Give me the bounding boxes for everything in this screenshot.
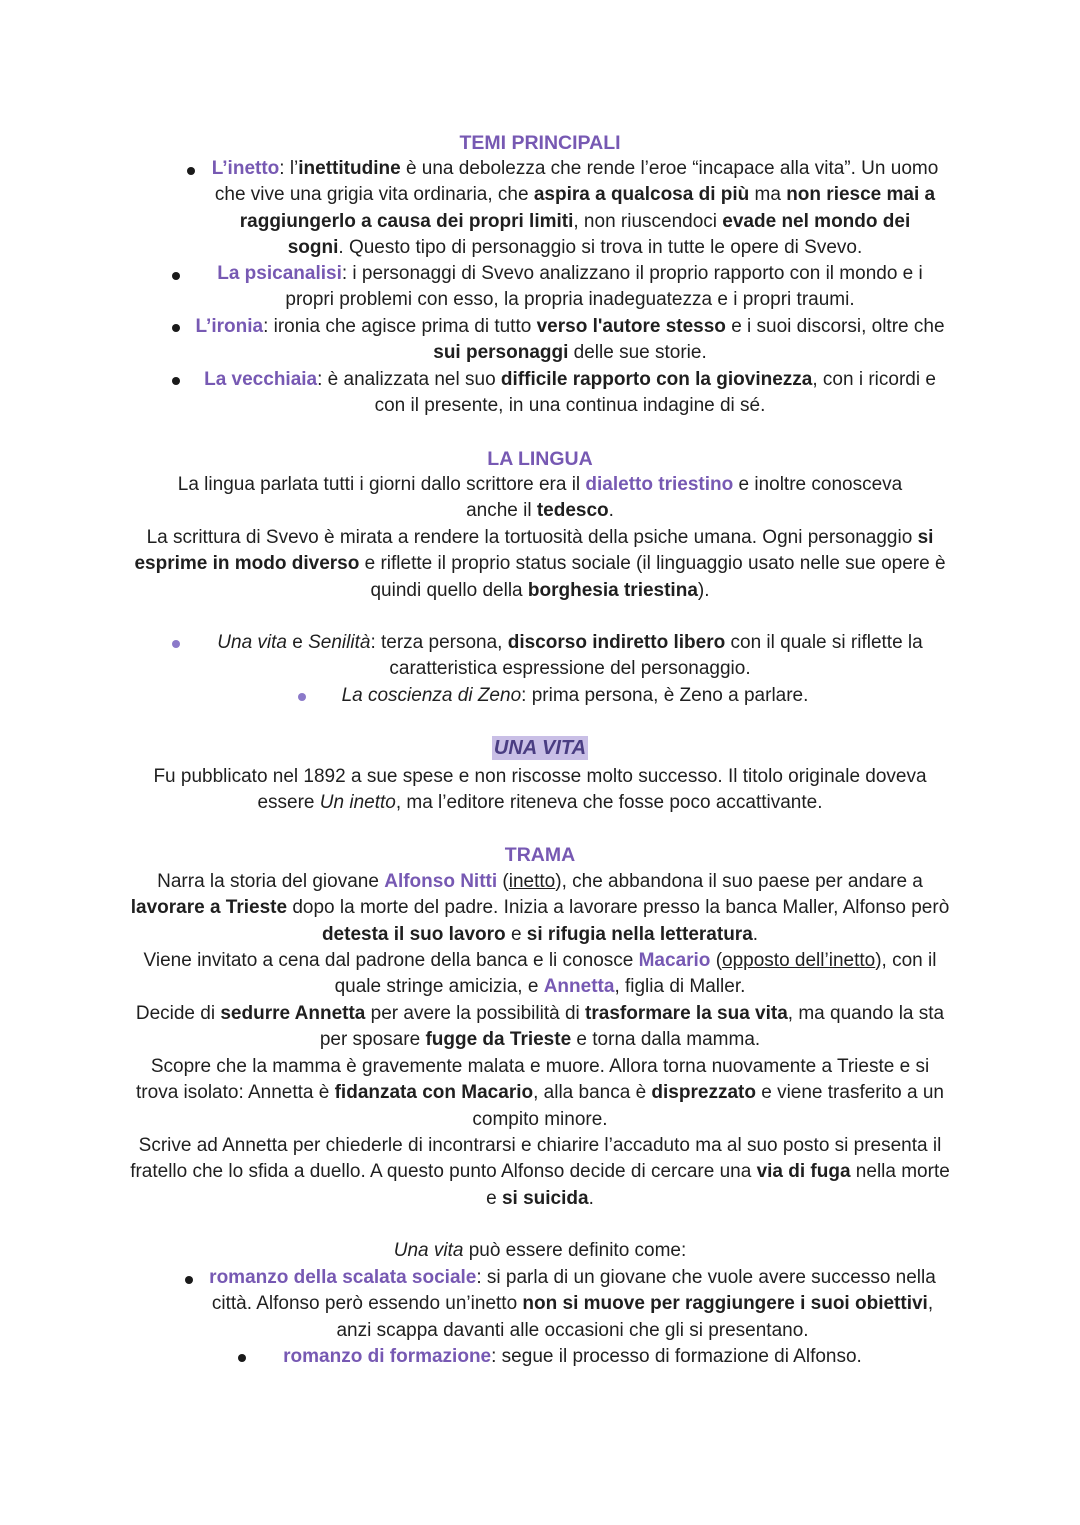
text: : si parla di un giovane che vuole avere successo nella città. Alfonso però essendo un’inetto [211, 1267, 936, 1315]
una-vita-paragraph [125, 764, 955, 817]
text: Narra la storia del giovane [157, 871, 385, 892]
bold-text: inettitudine [298, 158, 401, 179]
bold-text: non si muove per raggiungere i suoi obiettivi [522, 1293, 928, 1315]
bold-text: lavorare a Trieste [130, 897, 288, 919]
trama-paragraph-5 [125, 1133, 955, 1212]
text: nella morte e [486, 1161, 950, 1209]
lingua-paragraph-2 [130, 525, 950, 604]
bold-text: aspira a qualcosa di più [533, 184, 750, 206]
bold-text: fidanzata con Macario [334, 1082, 534, 1104]
bullet-dot [172, 640, 180, 648]
lingua-paragraph-1 [150, 472, 930, 525]
text: dopo la morte del padre. Inizia a lavorare presso la banca Maller, Alfonso però [287, 897, 950, 919]
accent-text: Annetta [543, 976, 615, 998]
text: per avere la possibilità di [365, 1003, 586, 1024]
text: e viene trasferito a un compito minore. [472, 1082, 944, 1130]
lingua-bullet-2 [315, 683, 835, 709]
bold-text: si suicida [501, 1187, 589, 1209]
heading-temi-principali: TEMI PRINCIPALI [459, 132, 621, 154]
text: , con i ricordi e con il presente, in una continua indagine di sé. [374, 369, 936, 417]
bullet-dot [187, 167, 195, 175]
text: La lingua parlata tutti i giorni dallo scrittore era il [177, 474, 586, 495]
italic-text: Un inetto [319, 792, 396, 814]
text: Decide di [135, 1003, 221, 1024]
text: : prima persona, è Zeno a parlare. [521, 685, 809, 706]
text: ), con il quale stringe amicizia, e [334, 950, 937, 998]
bold-text: sedurre Annetta [220, 1003, 366, 1024]
term-vecchiaia: La vecchiaia [204, 369, 318, 390]
text: La scrittura di Svevo è mirata a rendere la tortuosità della psiche umana. Ogni personaggio [146, 527, 918, 548]
text: . [752, 923, 759, 945]
text: con il quale si riflette la caratteristica espressione del personaggio. [389, 632, 923, 680]
italic-text: Una vita [217, 632, 287, 653]
text: . [588, 1187, 594, 1209]
text: ), che abbandona il suo paese per andare a [555, 871, 923, 892]
lingua-bullet-1 [190, 630, 950, 683]
accent-text: Macario [638, 950, 711, 971]
bold-text: disprezzato [651, 1082, 756, 1104]
text: può essere definito come: [463, 1240, 687, 1261]
accent-text: romanzo della scalata sociale [209, 1267, 477, 1288]
text: , ma quando la sta per sposare [319, 1003, 945, 1051]
text: : è analizzata nel suo [317, 369, 501, 390]
bullet-dot [185, 1276, 193, 1284]
bullet-dot [172, 377, 180, 385]
underlined-text: opposto dell’inetto [722, 950, 876, 971]
trama-intro [0, 1238, 1080, 1264]
text: Fu pubblicato nel 1892 a sue spese e non riscosse molto successo. Il titolo originale doveva essere [153, 766, 927, 814]
text: ( [497, 871, 509, 892]
text: delle sue storie. [568, 342, 707, 364]
text: Viene invitato a cena dal padrone della banca e li conosce [143, 950, 639, 971]
bold-text: non riesce mai a raggiungerlo a causa dei propri limiti [239, 184, 936, 232]
title-una-vita-highlight: UNA VITA [493, 737, 587, 759]
accent-text: dialetto triestino [585, 474, 734, 495]
text: : l’ [279, 158, 299, 179]
term-ironia: L’ironia [195, 316, 264, 337]
item-inetto [210, 156, 940, 262]
bold-text: borghesia triestina [527, 579, 698, 601]
bold-text: difficile rapporto con la giovinezza [500, 369, 813, 390]
title-una-vita [0, 736, 1080, 762]
text: e torna dalla mamma. [571, 1029, 761, 1051]
term-inetto: L’inetto [211, 158, 280, 179]
heading-trama: TRAMA [504, 844, 576, 866]
bold-text: si rifugia nella letteratura [526, 923, 753, 945]
text: e [286, 632, 309, 653]
heading-la-lingua: LA LINGUA [487, 448, 593, 470]
text: : i personaggi di Svevo analizzano il proprio rapporto con il mondo e i propri problemi con esso, la propria inadeguatezza e i propri traumi. [285, 263, 923, 311]
underlined-text: inetto [508, 871, 556, 892]
italic-text: Senilità [308, 632, 371, 653]
bold-text: trasformare la sua vita [585, 1003, 788, 1024]
bold-text: evade nel mondo dei sogni [287, 210, 911, 259]
trama-paragraph-2 [125, 948, 955, 1001]
text: : segue il processo di formazione di Alfonso. [491, 1346, 862, 1367]
bullet-dot [298, 693, 306, 701]
term-psicanalisi: La psicanalisi [217, 263, 342, 284]
text: ( [710, 950, 723, 971]
bold-text: via di fuga [756, 1161, 851, 1183]
text: ma [749, 184, 787, 206]
trama-paragraph-1 [125, 869, 955, 948]
text: : ironia che agisce prima di tutto [263, 316, 537, 337]
text: e inoltre conosceva anche il [466, 474, 903, 522]
text: e i suoi discorsi, oltre che [725, 316, 945, 337]
text: Scopre che la mamma è gravemente malata e muore. Allora torna nuovamente a Trieste e si trova isolato: Annetta è [136, 1056, 930, 1104]
accent-text: romanzo di formazione [283, 1346, 492, 1367]
accent-text: Alfonso Nitti [384, 871, 498, 892]
bold-text: si esprime in modo diverso [134, 527, 934, 575]
bold-text: verso l'autore stesso [536, 316, 726, 337]
text: ). [697, 579, 710, 601]
text: , anzi scappa davanti alle occasioni che gli si presentano. [336, 1293, 934, 1341]
text: Scrive ad Annetta per chiederle di incontrarsi e chiarire l’accaduto ma al suo posto si presenta il fratello che lo sfida a duello. A questo punto Alfonso decide di cercare una [130, 1135, 942, 1183]
bullet-dot [172, 324, 180, 332]
text: è una debolezza che rende l’eroe “incapace alla vita”. Un uomo che vive una grigia vita ordinaria, che [214, 158, 939, 206]
trama-bullet-2 [255, 1344, 890, 1370]
bullet-dot [172, 272, 180, 280]
bold-text: detesta il suo lavoro [321, 923, 506, 945]
text: . [608, 500, 614, 522]
text: , figlia di Maller. [614, 976, 746, 998]
bold-text: tedesco [536, 500, 609, 522]
item-vecchiaia [190, 367, 950, 420]
bold-text: fugge da Trieste [425, 1029, 572, 1051]
trama-paragraph-4 [135, 1054, 945, 1133]
trama-bullet-1 [205, 1265, 940, 1344]
italic-text: La coscienza di Zeno [341, 685, 522, 706]
item-ironia [190, 314, 950, 367]
text: . Questo tipo di personaggio si trova in tutte le opere di Svevo. [338, 237, 863, 259]
text: , ma l’editore riteneva che fosse poco accattivante. [395, 792, 823, 814]
bold-text: discorso indiretto libero [507, 632, 726, 653]
text: , non riuscendoci [573, 210, 723, 232]
text: , alla banca è [533, 1082, 652, 1104]
item-psicanalisi [195, 261, 945, 314]
text: e riflette il proprio status sociale (il linguaggio usato nelle sue opere è quindi quello della [359, 553, 946, 601]
text: e [505, 923, 527, 945]
italic-text: Una vita [393, 1240, 464, 1261]
bold-text: sui personaggi [433, 342, 569, 364]
text: : terza persona, [370, 632, 508, 653]
trama-paragraph-3 [125, 1001, 955, 1054]
bullet-dot [238, 1354, 246, 1362]
